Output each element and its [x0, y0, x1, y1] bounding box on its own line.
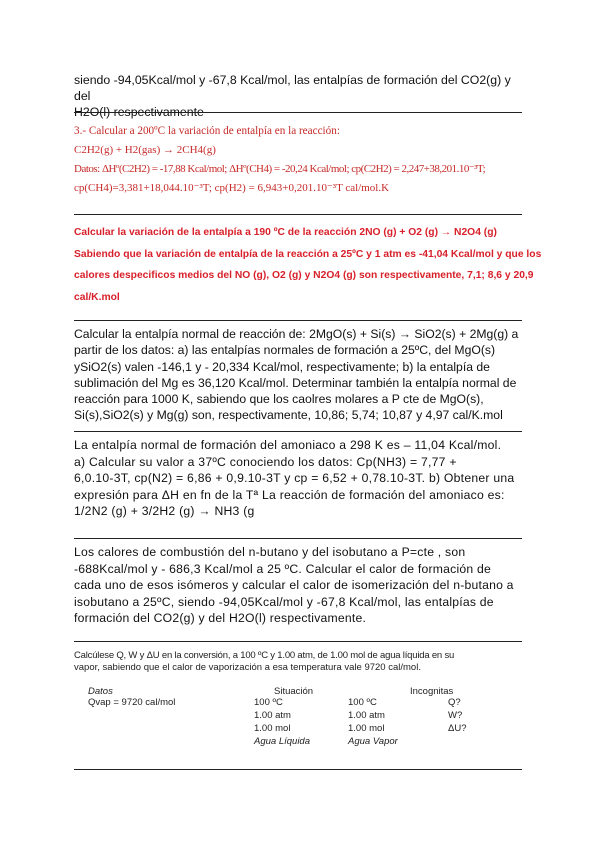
text-line: Datos: ΔHº(C2H2) = -17,88 Kcal/mol; ΔHº(CH4) = -20,24 Kcal/mol; cp(C2H2) = 2,247+38,201.10⁻³T;: [74, 163, 486, 175]
horizontal-rule: [74, 431, 522, 432]
situacion-left-cell: 1.00 atm: [254, 710, 291, 721]
text-line: expresión para ΔH en fn de la Tª La reacción de formación del amoniaco es:: [74, 487, 505, 502]
horizontal-rule: [74, 214, 522, 215]
text-line: reacción para 1000 K, sabiendo que los caolres molares a P cte de MgO(s),: [74, 392, 484, 407]
situacion-right-cell: 1.00 mol: [348, 723, 385, 734]
text-line: La entalpía normal de formación del amoniaco a 298 K es – 11,04 Kcal/mol.: [74, 438, 502, 452]
text-line: C2H2(g) + H2(gas) → 2CH4(g): [74, 144, 216, 156]
text-line: sublimación del Mg es 36,120 Kcal/mol. Determinar también la entalpía normal de: [74, 375, 517, 390]
text-line: -688Kcal/mol y - 686,3 Kcal/mol a 25 ºC. Calcular el calor de formación de: [74, 561, 492, 576]
text-line: Sabiendo que la variación de entalpía de la reacción a 25ºC y 1 atm es -41,04 Kcal/mol y que los: [74, 248, 542, 260]
text-line: Calcúlese Q, W y ΔU en la conversión, a 100 ºC y 1.00 atm, de 1.00 mol de agua líquida en su: [74, 650, 455, 661]
text-line: cal/K.mol: [74, 291, 120, 303]
scanned-problem-vaporization: [74, 650, 522, 746]
situacion-left-cell: Agua Líquida: [254, 736, 310, 747]
situacion-right-cell: 100 ºC: [348, 697, 377, 708]
header-situacion: Situación: [274, 686, 314, 697]
text-line: cp(CH4)=3,381+18,044.10⁻³T; cp(H2) = 6,943+0,201.10⁻³T cal/mol.K: [74, 182, 390, 194]
text-line: Calcular la variación de la entalpía a 190 ºC de la reacción 2NO (g) + O2 (g) → N2O4 (g): [74, 227, 497, 238]
text-line: siendo -94,05Kcal/mol y -67,8 Kcal/mol, las entalpías de formación del CO2(g) y del: [74, 73, 511, 103]
header-datos: Datos: [88, 686, 113, 697]
text-line: a) Calcular su valor a 37ºC conociendo los datos: Cp(NH3) = 7,77 +: [74, 454, 457, 469]
horizontal-rule: [74, 769, 522, 770]
incognita-cell: Q?: [448, 697, 461, 708]
situacion-left-cell: 100 ºC: [254, 697, 283, 708]
datos-qvap: Qvap = 9720 cal/mol: [88, 697, 176, 708]
situacion-left-cell: 1.00 mol: [254, 723, 291, 734]
text-line: 6,0.10-3T, cp(N2) = 6,86 + 0,9.10-3T y cp = 6,52 + 0,78.10-3T. b) Obtener una: [74, 471, 515, 485]
situacion-right-cell: Agua Vapor: [348, 736, 398, 747]
text-line: 1/2N2 (g) + 3/2H2 (g) → NH3 (g: [74, 504, 255, 518]
text-line: Los calores de combustión del n-butano y del isobutano a P=cte , son: [74, 545, 466, 559]
text-line: 3.- Calcular a 200ºC la variación de entalpía en la reacción:: [74, 125, 340, 137]
header-incognitas: Incognitas: [410, 686, 454, 697]
data-table: [74, 686, 522, 746]
horizontal-rule: [74, 112, 522, 113]
paragraph-amoniaco: [74, 437, 522, 520]
text-line: vapor, sabiendo que el calor de vaporización a esa temperatura vale 9720 cal/mol.: [74, 662, 421, 673]
text-line: calores despecificos medios del NO (g), O2 (g) y N2O4 (g) son respectivamente, 7,1; 8,6 y 20,9: [74, 270, 534, 281]
text-line: Si(s),SiO2(s) y Mg(g) son, respectivamente, 10,86; 5,74; 10,87 y 4,97 cal/K.mol: [74, 408, 503, 423]
text-line: formación del CO2(g) y del H2O(l) respectivamente.: [74, 611, 367, 626]
scanned-problem-no-o2: [74, 222, 542, 308]
text-line: ySiO2(s) valen -146,1 y - 20,334 Kcal/mol, respectivamente; b) la entalpía de: [74, 359, 490, 374]
text-line: partir de los datos: a) las entalpías normales de formación a 25ºC, del MgO(s): [74, 343, 496, 358]
incognita-cell: W?: [448, 710, 463, 721]
text-line: H2O(l) respectivamente: [74, 105, 204, 119]
text-line: isobutano a 25ºC, siendo -94,05Kcal/mol y -67,8 Kcal/mol, las entalpías de: [74, 594, 494, 609]
incognita-cell: ΔU?: [448, 723, 467, 734]
scanned-problem-3: [74, 122, 522, 198]
horizontal-rule: [74, 641, 522, 642]
text-line: cada uno de esos isómeros y calcular el calor de isomerización del n-butano a: [74, 578, 514, 593]
horizontal-rule: [74, 320, 522, 321]
horizontal-rule: [74, 538, 522, 539]
text-line: Calcular la entalpía normal de reacción de: 2MgO(s) + Si(s) → SiO2(s) + 2Mg(g) a: [74, 327, 519, 341]
situacion-right-cell: 1.00 atm: [348, 710, 385, 721]
paragraph-butano: [74, 544, 522, 627]
paragraph-mgo-si: [74, 326, 522, 424]
